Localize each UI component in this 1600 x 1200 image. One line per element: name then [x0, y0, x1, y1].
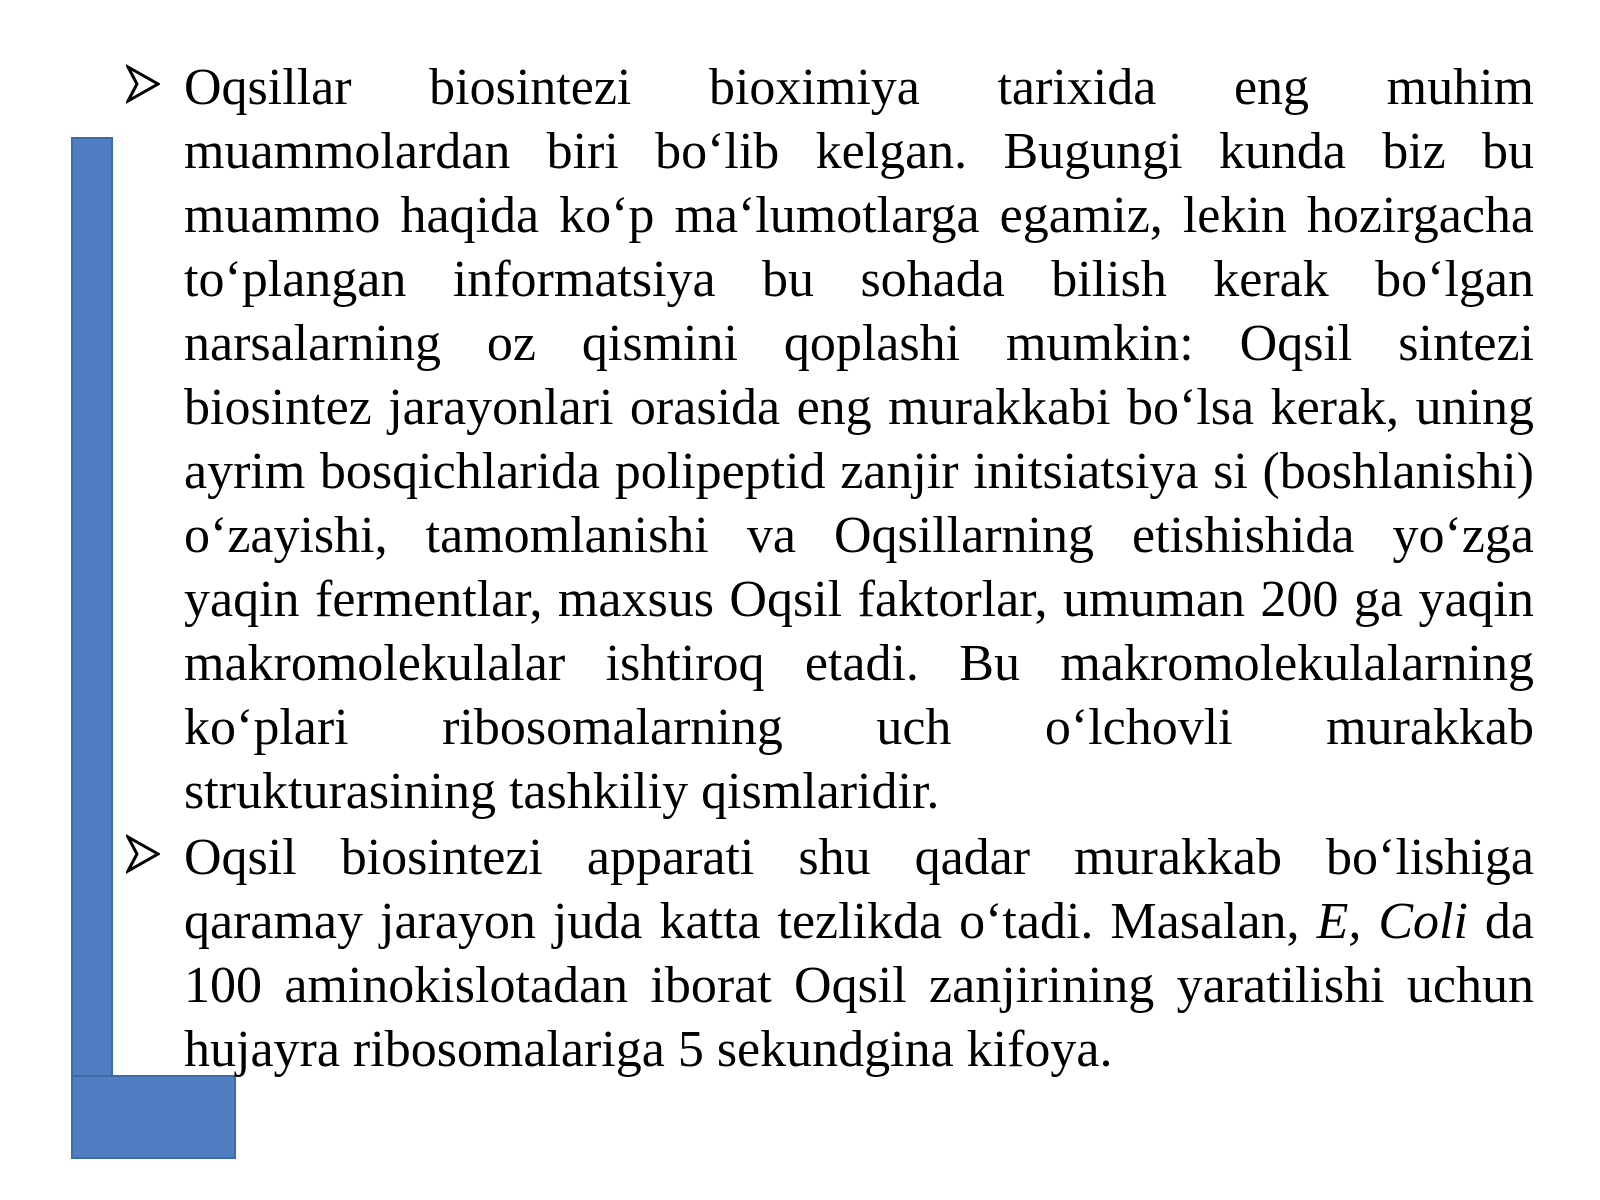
bullet-text-part: da 100 aminokislotadan iborat Oqsil zanjirining yaratilishi uchun hujayra ribosomalariga 5 sekundgina kifoya. — [184, 893, 1534, 1078]
slide-content — [126, 56, 1534, 1084]
arrow-head-bullet-icon — [126, 64, 160, 104]
decorative-bracket-vertical — [71, 137, 113, 1159]
bullet-item — [126, 826, 1534, 1082]
italic-species-name: E, Coli — [1316, 893, 1468, 950]
bullet-text: Oqsillar biosintezi bioximiya tarixida eng muhim muammolardan biri bo‘lib kelgan. Bugungi kunda biz bu muammo haqida ko‘p ma‘lumotlarga egamiz, lekin hozirgacha to‘plangan informatsiya bu sohada bilish kerak bo‘lgan narsalarning oz qismini qoplashi mumkin: Oqsil sintezi biosintez jarayonlari orasida eng murakkabi bo‘lsa kerak, uning ayrim bosqichlarida polipeptid zanjir initsiatsiya si (boshlanishi) o‘zayishi, tamomlanishi va Oqsillarning etishishida yo‘zga yaqin fermentlar, maxsus Oqsil faktorlar, umuman 200 ga yaqin makromolekulalar ishtiroq etadi. Bu makromolekulalarning ko‘plari ribosomalarning uch o‘lchovli murakkab strukturasining tashkiliy qismlaridir. — [184, 59, 1534, 820]
bullet-item — [126, 56, 1534, 824]
decorative-bracket-foot — [71, 1075, 236, 1159]
arrow-head-bullet-icon — [126, 834, 160, 874]
bullet-text — [184, 826, 1534, 1082]
bullet-text-part: Oqsil biosintezi apparati shu qadar murakkab bo‘lishiga qaramay jarayon juda katta tezlikda o‘tadi. Masalan, — [184, 829, 1534, 950]
